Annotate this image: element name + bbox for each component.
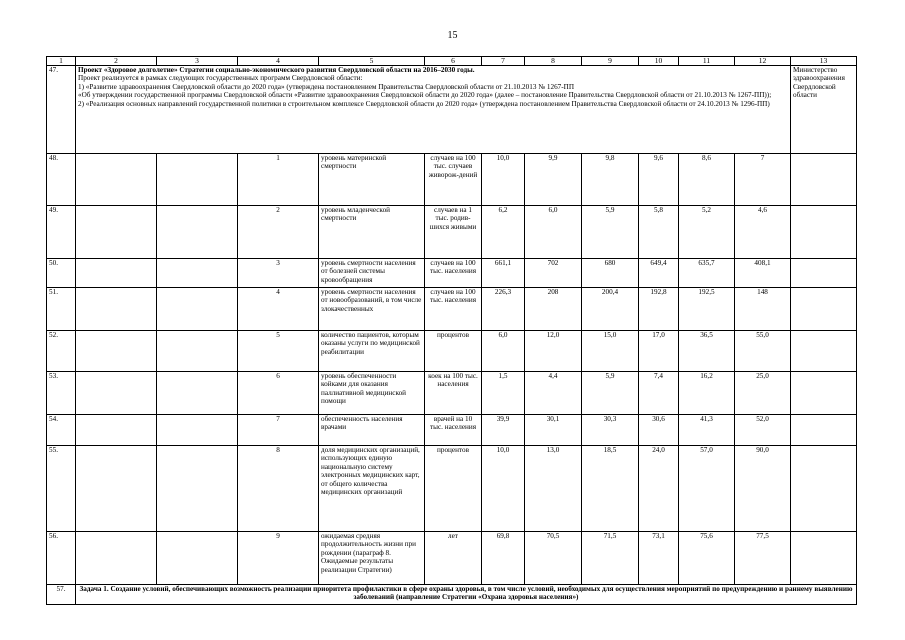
table-row bbox=[47, 532, 857, 585]
project-line-2: 1) «Развитие здравоохранения Свердловской области до 2020 года» (утверждена постановлением Правительства Свердловской области от 21.10.2013 № 1267-ПП bbox=[78, 82, 575, 91]
row-number: 52. bbox=[47, 331, 76, 372]
empty-cell bbox=[157, 532, 238, 585]
unit-of-measure: случаев на 100 тыс. случаев живорож-дений bbox=[425, 154, 482, 206]
value-col-8: 702 bbox=[525, 259, 582, 288]
value-col-8: 70,5 bbox=[525, 532, 582, 585]
empty-cell bbox=[76, 154, 157, 206]
value-col-7: 661,1 bbox=[482, 259, 525, 288]
value-col-10: 30,6 bbox=[639, 415, 679, 446]
row-number: 48. bbox=[47, 154, 76, 206]
col-num-4: 4 bbox=[238, 57, 319, 66]
value-col-9: 71,5 bbox=[582, 532, 639, 585]
value-col-9: 30,3 bbox=[582, 415, 639, 446]
empty-cell bbox=[791, 532, 857, 585]
value-col-11: 75,6 bbox=[679, 532, 735, 585]
value-col-7: 10,0 bbox=[482, 154, 525, 206]
unit-of-measure: лет bbox=[425, 532, 482, 585]
col-num-12: 12 bbox=[735, 57, 791, 66]
table-row bbox=[47, 259, 857, 288]
empty-cell bbox=[791, 154, 857, 206]
empty-cell bbox=[76, 415, 157, 446]
empty-cell bbox=[791, 372, 857, 415]
empty-cell bbox=[157, 206, 238, 259]
row-number: 51. bbox=[47, 288, 76, 331]
indicator-index: 7 bbox=[238, 415, 319, 446]
project-description bbox=[76, 66, 791, 154]
value-col-9: 5,9 bbox=[582, 372, 639, 415]
task-row bbox=[47, 585, 857, 605]
value-col-7: 6,2 bbox=[482, 206, 525, 259]
value-col-10: 192,8 bbox=[639, 288, 679, 331]
col-num-6: 6 bbox=[425, 57, 482, 66]
empty-cell bbox=[791, 288, 857, 331]
value-col-8: 30,1 bbox=[525, 415, 582, 446]
value-col-9: 680 bbox=[582, 259, 639, 288]
indicator-index: 5 bbox=[238, 331, 319, 372]
value-col-7: 6,0 bbox=[482, 331, 525, 372]
empty-cell bbox=[791, 415, 857, 446]
unit-of-measure: процентов bbox=[425, 331, 482, 372]
row-number: 49. bbox=[47, 206, 76, 259]
value-col-8: 13,0 bbox=[525, 446, 582, 532]
col-num-10: 10 bbox=[639, 57, 679, 66]
value-col-11: 192,5 bbox=[679, 288, 735, 331]
table-row bbox=[47, 154, 857, 206]
value-col-10: 17,0 bbox=[639, 331, 679, 372]
col-num-11: 11 bbox=[679, 57, 735, 66]
responsible-ministry: Министерство здравоохранения Свердловской области bbox=[791, 66, 857, 154]
empty-cell bbox=[791, 259, 857, 288]
value-col-11: 5,2 bbox=[679, 206, 735, 259]
col-num-1: 1 bbox=[47, 57, 76, 66]
value-col-7: 69,8 bbox=[482, 532, 525, 585]
table-row bbox=[47, 331, 857, 372]
value-col-12: 148 bbox=[735, 288, 791, 331]
task-number: 57. bbox=[47, 585, 76, 605]
unit-of-measure: процентов bbox=[425, 446, 482, 532]
empty-cell bbox=[157, 288, 238, 331]
value-col-10: 73,1 bbox=[639, 532, 679, 585]
col-num-8: 8 bbox=[525, 57, 582, 66]
indicator-index: 9 bbox=[238, 532, 319, 585]
indicator-index: 8 bbox=[238, 446, 319, 532]
project-title: Проект «Здоровое долголетие» Стратегии социально-экономического развития Свердловской области на 2016–2030 годы. bbox=[78, 66, 475, 74]
value-col-8: 9,9 bbox=[525, 154, 582, 206]
value-col-11: 16,2 bbox=[679, 372, 735, 415]
row-number: 55. bbox=[47, 446, 76, 532]
indicator-name: уровень смертности населения от болезней системы кровообращения bbox=[319, 259, 425, 288]
project-line-4: 2) «Реализация основных направлений государственной политики в строительном комплексе Свердловской области до 2020 года» (утверждена постановлением Правительства Свердловской области от 24.10.2013 № 1296-ПП) bbox=[78, 99, 770, 108]
value-col-7: 226,3 bbox=[482, 288, 525, 331]
value-col-11: 8,6 bbox=[679, 154, 735, 206]
row-number: 53. bbox=[47, 372, 76, 415]
indicator-index: 4 bbox=[238, 288, 319, 331]
empty-cell bbox=[76, 206, 157, 259]
task-description: Задача 1. Создание условий, обеспечивающих возможность реализации приоритета профилактики в сфере охраны здоровья, в том числе условий, необходимых для осуществления мероприятий по предупреждению и раннему выявлению заболеваний (направление Стратегии «Охрана здоровья населения») bbox=[76, 585, 857, 605]
value-col-8: 208 bbox=[525, 288, 582, 331]
empty-cell bbox=[76, 532, 157, 585]
value-col-10: 9,6 bbox=[639, 154, 679, 206]
value-col-12: 77,5 bbox=[735, 532, 791, 585]
value-col-10: 5,8 bbox=[639, 206, 679, 259]
empty-cell bbox=[157, 372, 238, 415]
col-num-3: 3 bbox=[157, 57, 238, 66]
empty-cell bbox=[76, 331, 157, 372]
value-col-7: 1,5 bbox=[482, 372, 525, 415]
row-number: 50. bbox=[47, 259, 76, 288]
indicator-name: уровень обеспеченности койками для оказания паллиативной медицинской помощи bbox=[319, 372, 425, 415]
empty-cell bbox=[157, 446, 238, 532]
empty-cell bbox=[157, 154, 238, 206]
indicator-name: уровень смертности населения от новообразований, в том числе злокачественных bbox=[319, 288, 425, 331]
empty-cell bbox=[791, 331, 857, 372]
indicator-name: уровень материнской смертности bbox=[319, 154, 425, 206]
empty-cell bbox=[791, 206, 857, 259]
value-col-12: 4,6 bbox=[735, 206, 791, 259]
indicator-name: обеспеченность населения врачами bbox=[319, 415, 425, 446]
value-col-11: 41,3 bbox=[679, 415, 735, 446]
table-row bbox=[47, 446, 857, 532]
value-col-12: 25,0 bbox=[735, 372, 791, 415]
value-col-10: 7,4 bbox=[639, 372, 679, 415]
empty-cell bbox=[157, 259, 238, 288]
column-number-row bbox=[47, 57, 857, 66]
empty-cell bbox=[157, 331, 238, 372]
page-number: 15 bbox=[447, 30, 458, 41]
value-col-12: 55,0 bbox=[735, 331, 791, 372]
unit-of-measure: случаев на 1 тыс. родив-шихся живыми bbox=[425, 206, 482, 259]
indicators-table bbox=[46, 56, 857, 605]
unit-of-measure: врачей на 10 тыс. населения bbox=[425, 415, 482, 446]
value-col-9: 9,8 bbox=[582, 154, 639, 206]
value-col-10: 649,4 bbox=[639, 259, 679, 288]
empty-cell bbox=[76, 288, 157, 331]
table-row bbox=[47, 288, 857, 331]
unit-of-measure: случаев на 100 тыс. населения bbox=[425, 259, 482, 288]
project-number: 47. bbox=[47, 66, 76, 154]
project-line-3: «Об утверждении государственной программы Свердловской области «Развитие здравоохранения Свердловской области до 2020 года» (далее – постановление Правительства Свердловской области от 21.10.2013 № 1267-ПП)); bbox=[78, 91, 772, 100]
table-row bbox=[47, 206, 857, 259]
project-row bbox=[47, 66, 857, 154]
value-col-12: 52,0 bbox=[735, 415, 791, 446]
value-col-11: 57,0 bbox=[679, 446, 735, 532]
unit-of-measure: случаев на 100 тыс. населения bbox=[425, 288, 482, 331]
indicator-name: уровень младенческой смертности bbox=[319, 206, 425, 259]
value-col-10: 24,0 bbox=[639, 446, 679, 532]
indicator-name: ожидаемая средняя продолжительность жизни при рождении (параграф 8. Ожидаемые результаты реализации Стратегии) bbox=[319, 532, 425, 585]
unit-of-measure: коек на 100 тыс. населения bbox=[425, 372, 482, 415]
value-col-11: 635,7 bbox=[679, 259, 735, 288]
value-col-8: 4,4 bbox=[525, 372, 582, 415]
indicator-index: 6 bbox=[238, 372, 319, 415]
value-col-12: 408,1 bbox=[735, 259, 791, 288]
value-col-11: 36,5 bbox=[679, 331, 735, 372]
col-num-9: 9 bbox=[582, 57, 639, 66]
empty-cell bbox=[76, 446, 157, 532]
value-col-9: 5,9 bbox=[582, 206, 639, 259]
indicator-index: 3 bbox=[238, 259, 319, 288]
value-col-12: 90,0 bbox=[735, 446, 791, 532]
empty-cell bbox=[76, 259, 157, 288]
row-number: 54. bbox=[47, 415, 76, 446]
empty-cell bbox=[76, 372, 157, 415]
value-col-12: 7 bbox=[735, 154, 791, 206]
value-col-9: 18,5 bbox=[582, 446, 639, 532]
indicator-index: 1 bbox=[238, 154, 319, 206]
indicator-name: доля медицинских организаций, использующих единую национальную систему электронных медицинских карт, от общего количества медицинских организаций bbox=[319, 446, 425, 532]
indicator-name: количество пациентов, которым оказаны услуги по медицинской реабилитации bbox=[319, 331, 425, 372]
value-col-7: 39,9 bbox=[482, 415, 525, 446]
col-num-5: 5 bbox=[319, 57, 425, 66]
value-col-8: 6,0 bbox=[525, 206, 582, 259]
value-col-9: 200,4 bbox=[582, 288, 639, 331]
table-row bbox=[47, 372, 857, 415]
table-row bbox=[47, 415, 857, 446]
value-col-9: 15,0 bbox=[582, 331, 639, 372]
col-num-13: 13 bbox=[791, 57, 857, 66]
row-number: 56. bbox=[47, 532, 76, 585]
value-col-7: 10,0 bbox=[482, 446, 525, 532]
indicator-index: 2 bbox=[238, 206, 319, 259]
value-col-8: 12,0 bbox=[525, 331, 582, 372]
col-num-2: 2 bbox=[76, 57, 157, 66]
empty-cell bbox=[791, 446, 857, 532]
project-line-1: Проект реализуется в рамках следующих государственных программ Свердловской области: bbox=[78, 74, 363, 83]
empty-cell bbox=[157, 415, 238, 446]
col-num-7: 7 bbox=[482, 57, 525, 66]
